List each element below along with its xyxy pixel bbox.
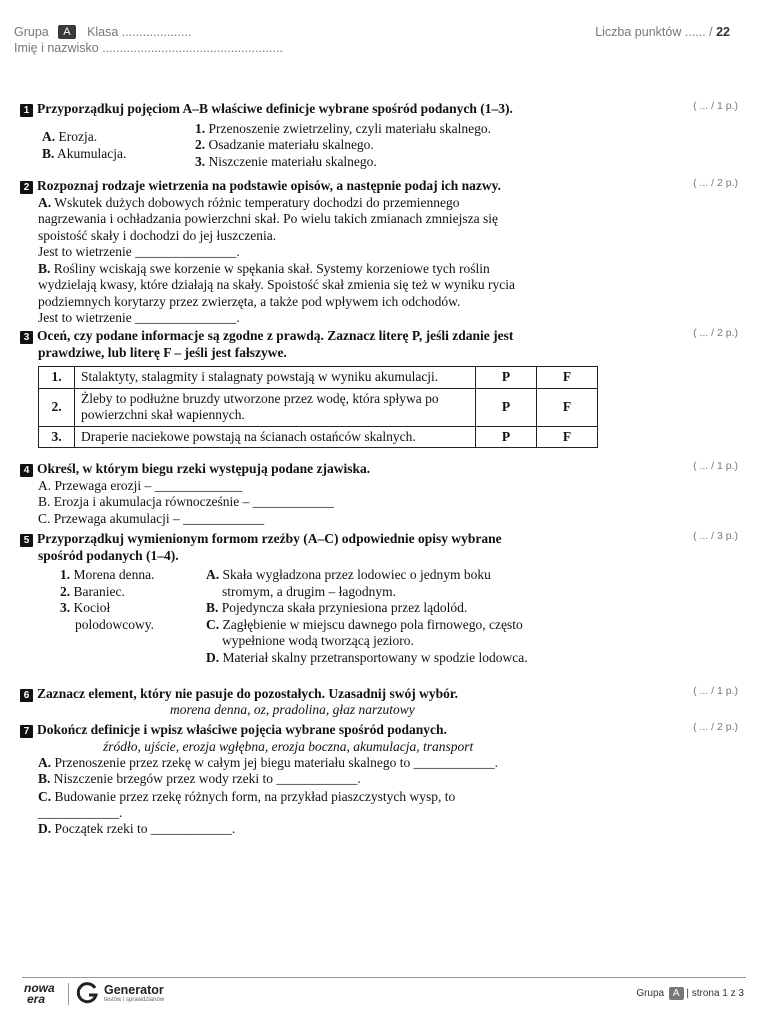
task-4-title: 4 Określ, w którym biegu rzeki występują podane zjawiska. <box>20 461 580 478</box>
task-2-a-line-2: nagrzewania i ochładzania powierzchni skał. Po wielu takich zmianach zmniejsza się <box>38 211 498 226</box>
task-5-desc-c-cont: wypełnione wodą tworzącą jezioro. <box>222 633 414 648</box>
task-1-term-a: A. Erozja. <box>42 129 98 144</box>
task-3-title-line-1: 3 Oceń, czy podane informacje są zgodne z prawdą. Zaznacz literę P, jeśli zdanie jest <box>20 328 580 345</box>
generator-logo-icon <box>76 981 100 1010</box>
statement: Stalaktyty, stalagmity i stalagnaty powstają w wyniku akumulacji. <box>75 367 476 389</box>
task-1-term-b: B. Akumulacja. <box>42 146 127 161</box>
task-2-a-line-3: spoistość skały i dochodzi do jej łuszczenia. <box>38 227 277 243</box>
logo-separator <box>68 983 69 1005</box>
nowa-era-logo: nowa era <box>24 981 55 1006</box>
task-5-form-3: 3. Kocioł <box>60 600 111 615</box>
task-5 <box>20 531 580 564</box>
task-number-badge: 1 <box>20 104 33 117</box>
true-false-table <box>38 366 598 448</box>
group-class-row <box>14 25 191 39</box>
task-1-points: ( ... / 1 p.) <box>693 100 738 112</box>
task-4-points: ( ... / 1 p.) <box>693 460 738 472</box>
task-1 <box>20 101 580 118</box>
task-5-form-3-cont: polodowcowy. <box>75 617 154 632</box>
task-number-badge: 2 <box>20 181 33 194</box>
student-name-field <box>14 41 283 55</box>
generator-name: Generator <box>104 983 164 997</box>
table-row <box>39 388 598 426</box>
group-badge: A <box>58 25 75 39</box>
task-number-badge: 6 <box>20 689 33 702</box>
generator-subtitle: testów i sprawdzianów <box>104 997 165 1003</box>
task-5-desc-b: B. Pojedyncza skała przyniesiona przez lądolód. <box>206 600 468 615</box>
task-2-b-line-3: podziemnych korytarzy przez zwierzęta, a także pod wpływem ich odchodów. <box>38 293 461 309</box>
task-number-badge: 5 <box>20 534 33 547</box>
page-info <box>636 987 744 1000</box>
task-7-points: ( ... / 2 p.) <box>693 721 738 733</box>
task-2-b-line-2: wydzielają kwasy, które działają na skały. Spoistość skał zmienia się też w wyniku rycia <box>38 277 515 292</box>
group-label: Grupa <box>14 25 49 39</box>
task-7-item-a[interactable]: A. Przenoszenie przez rzekę w całym jej biegu materiału skalnego to ____________. <box>38 755 498 770</box>
statement: Draperie naciekowe powstają na ścianach ostańców skalnych. <box>75 426 476 448</box>
task-1-def-2: 2. Osadzanie materiału skalnego. <box>195 137 374 152</box>
task-2-points: ( ... / 2 p.) <box>693 177 738 189</box>
task-2 <box>20 178 580 327</box>
score-box <box>595 25 730 39</box>
task-2-title: 2 Rozpoznaj rodzaje wietrzenia na podstawie opisów, a następnie podaj ich nazwy. <box>20 178 580 195</box>
row-number: 3. <box>39 426 75 448</box>
statement: Żleby to podłużne bruzdy utworzone przez wodę, która spływa po powierzchni skał wapiennych. <box>75 388 476 426</box>
option-p[interactable]: P <box>476 367 537 389</box>
task-5-title-line-2: spośród podanych (1–4). <box>38 547 179 563</box>
score-total: 22 <box>716 25 730 39</box>
task-3-points: ( ... / 2 p.) <box>693 327 738 339</box>
task-number-badge: 3 <box>20 331 33 344</box>
task-6-options: morena denna, oz, pradolina, głaz narzutowy <box>170 702 415 717</box>
task-7-item-b[interactable]: B. Niszczenie brzegów przez wody rzeki to ____________. <box>38 771 361 786</box>
task-5-form-2: 2. Baraniec. <box>60 584 125 599</box>
task-3 <box>20 328 580 361</box>
task-2-b-answer[interactable]: Jest to wietrzenie _______________. <box>38 310 240 325</box>
task-5-desc-a-cont: stromym, a drugim – łagodnym. <box>222 584 396 599</box>
task-2-b-line-1: B. Rośliny wciskają swe korzenie w spękania skał. Systemy korzeniowe tych roślin <box>38 260 490 276</box>
task-6-points: ( ... / 1 p.) <box>693 685 738 697</box>
task-7-title: 7 Dokończ definicje i wpisz właściwe pojęcia wybrane spośród podanych. <box>20 722 580 739</box>
task-4-answer-c[interactable]: C. Przewaga akumulacji – ____________ <box>38 510 265 526</box>
task-number-badge: 7 <box>20 725 33 738</box>
task-7-item-c[interactable]: C. Budowanie przez rzekę różnych form, na przykład piaszczystych wysp, to <box>38 789 456 804</box>
task-5-points: ( ... / 3 p.) <box>693 530 738 542</box>
table-row <box>39 426 598 448</box>
task-1-title: 1 Przyporządkuj pojęciom A–B właściwe definicje wybrane spośród podanych (1–3). <box>20 101 580 118</box>
option-p[interactable]: P <box>476 426 537 448</box>
page-number: | strona 1 z 3 <box>686 988 744 999</box>
option-p[interactable]: P <box>476 388 537 426</box>
task-4-answer-b[interactable]: B. Erozja i akumulacja równocześnie – ____________ <box>38 494 334 509</box>
footer-group-label: Grupa <box>636 988 665 999</box>
score-label: Liczba punktów ...... / <box>595 25 713 39</box>
task-6 <box>20 686 580 703</box>
task-5-title-line-1: 5 Przyporządkuj wymienionym formom rzeźby (A–C) odpowiednie opisy wybrane <box>20 531 580 548</box>
task-2-a-line-1: A. Wskutek dużych dobowych różnic temperatury dochodzi do przemiennego <box>38 194 460 210</box>
name-label: Imię i nazwisko .................................................... <box>14 41 283 55</box>
task-7 <box>20 722 580 739</box>
class-field: Klasa .................... <box>87 25 192 39</box>
task-7-item-d[interactable]: D. Początek rzeki to ____________. <box>38 821 236 836</box>
footer-divider <box>22 977 746 978</box>
task-5-form-1: 1. Morena denna. <box>60 567 155 582</box>
task-6-title: 6 Zaznacz element, który nie pasuje do pozostałych. Uzasadnij swój wybór. <box>20 686 580 703</box>
task-1-def-1: 1. Przenoszenie zwietrzeliny, czyli materiału skalnego. <box>195 121 492 136</box>
task-5-desc-a: A. Skała wygładzona przez lodowiec o jednym boku <box>206 567 491 582</box>
option-f[interactable]: F <box>537 388 598 426</box>
task-4-answer-a[interactable]: A. Przewaga erozji – _____________ <box>38 477 243 493</box>
table-row <box>39 367 598 389</box>
task-1-def-3: 3. Niszczenie materiału skalnego. <box>195 154 377 169</box>
task-3-title-line-2: prawdziwe, lub literę F – jeśli jest fałszywe. <box>38 344 287 360</box>
footer-group-badge: A <box>669 987 684 1000</box>
option-f[interactable]: F <box>537 426 598 448</box>
task-7-item-c-cont[interactable]: ____________. <box>38 805 123 820</box>
option-f[interactable]: F <box>537 367 598 389</box>
task-4 <box>20 461 580 527</box>
row-number: 2. <box>39 388 75 426</box>
task-7-options: źródło, ujście, erozja wgłębna, erozja boczna, akumulacja, transport <box>103 739 474 754</box>
row-number: 1. <box>39 367 75 389</box>
task-number-badge: 4 <box>20 464 33 477</box>
task-5-desc-c: C. Zagłębienie w miejscu dawnego pola firnowego, często <box>206 617 523 632</box>
task-5-desc-d: D. Materiał skalny przetransportowany w spodzie lodowca. <box>206 650 528 665</box>
task-2-a-answer[interactable]: Jest to wietrzenie _______________. <box>38 244 240 259</box>
